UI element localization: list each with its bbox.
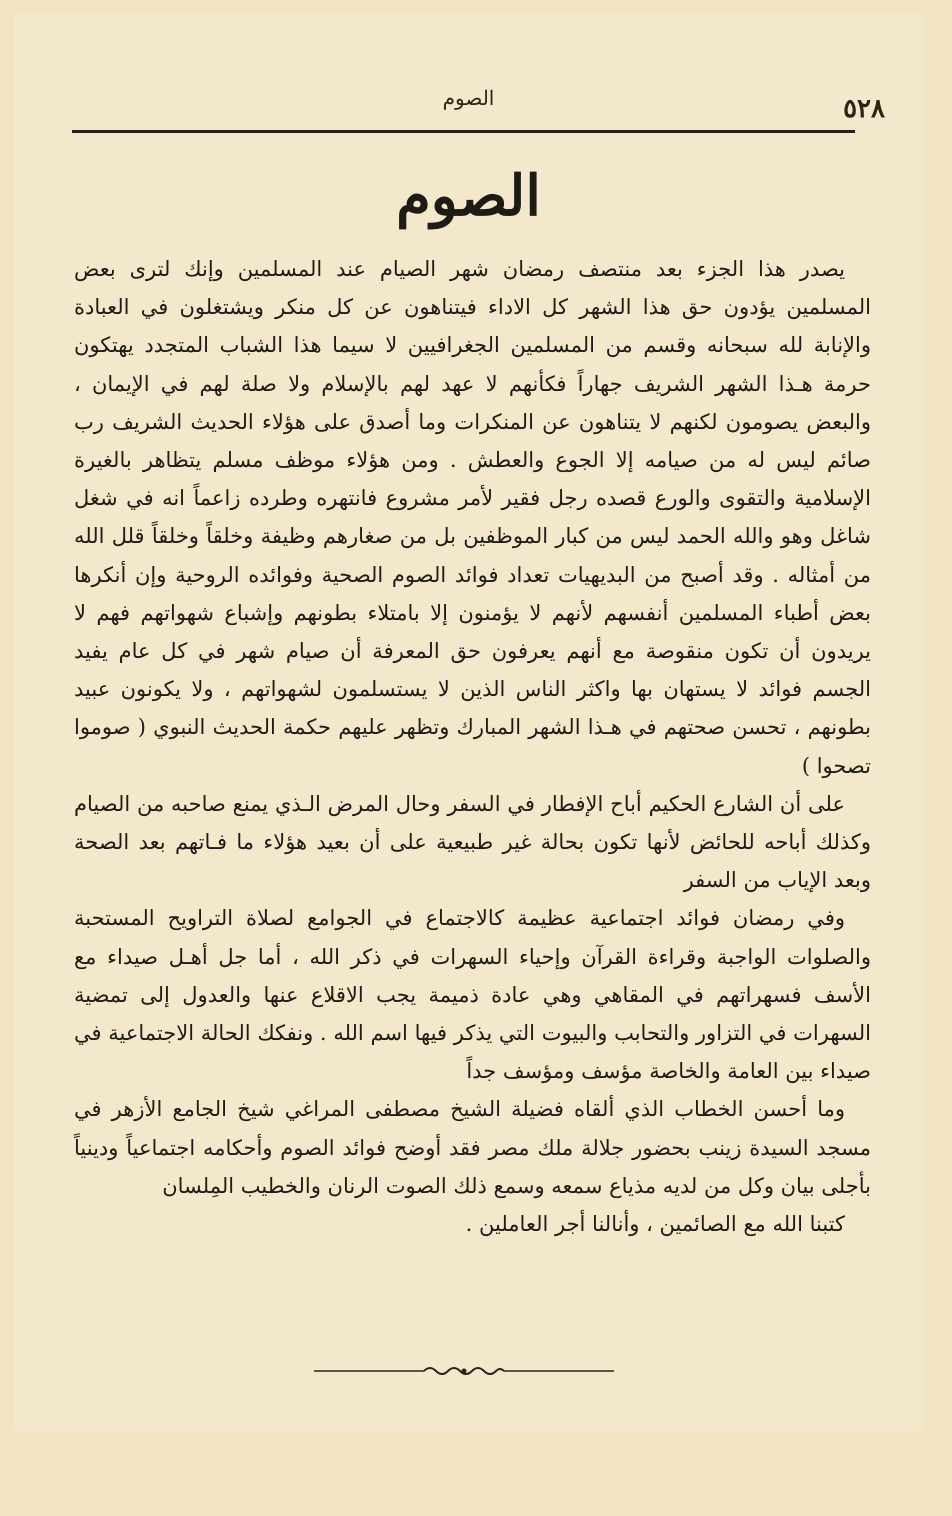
book-page <box>14 14 923 1432</box>
article-body <box>74 250 871 1243</box>
paragraph: وفي رمضان فوائد اجتماعية عظيمة كالاجتماع في الجوامع لصلاة التراويح المستحبة والصلوات الواجبة وقراءة القرآن وإحياء السهرات في ذكر الله ، أما جل أهـل صيداء مع الأسف فسهراتهم في المقاهي وهي عادة ذميمة يجب الاقلاع عنها والعدول إلى تمضية السهرات في التزاور والتحابب والبيوت التي يذكر فيها اسم الله . ونفكك الحالة الاجتماعية في صيداء بين العامة والخاصة مؤسف ومؤسف جداً <box>74 906 871 1084</box>
running-header <box>42 84 895 124</box>
header-rule <box>72 130 855 133</box>
paragraph: على أن الشارع الحكيم أباح الإفطار في السفر وحال المرض الـذي يمنع صاحبه من الصيام وكذلك أباحه للحائض لأنها تكون بحالة غير طبيعية على أن بعيد هؤلاء ما فـاتهم بعد الصحة وبعد الإياب من السفر <box>74 791 871 893</box>
paragraph: كتبنا الله مع الصائمين ، وأنالنا أجر العاملين . <box>465 1212 845 1237</box>
running-title: الصوم <box>442 86 495 110</box>
paragraph: وما أحسن الخطاب الذي ألقاه فضيلة الشيخ مصطفى المراغي شيخ الجامع الأزهر في مسجد السيدة زينب بحضور جلالة ملك مصر فقد أوضح فوائد الصوم وأحكامه اجتماعياً ودينياً بأجلى بيان وكل من لديه مذياع سمعه وسمع ذلك الصوت الرنان والخطيب المِلسان <box>74 1097 871 1198</box>
chapter-title: الصوم <box>396 163 541 229</box>
page-number: ٥٢٨ <box>843 94 885 124</box>
end-ornament <box>314 1364 614 1378</box>
paragraph: يصدر هذا الجزء بعد منتصف رمضان شهر الصيام عند المسلمين وإنك لترى بعض المسلمين يؤدون حق هذا الشهر كل الاداء فيتناهون عن كل منكر ويشتغلون في العبادة والإنابة لله سبحانه وقسم من المسلمين الجغرافيين لا سيما هذا الشباب المتجدد يهتكون حرمة هـذا الشهر الشريف جهاراً فكأنهم لا عهد لهم بالإسلام ولا صلة لهم في الإيمان ، والبعض يصومون لكنهم لا يتناهون عن المنكرات وما أصدق على هؤلاء الحديث الشريف رب صائم ليس له من صيامه إلا الجوع والعطش . ومن هؤلاء موظف مسلم يتظاهر بالغيرة الإسلامية والتقوى والورع قصده رجل فقير لأمر مشروع فانتهره وطرده زاعماً انه في شغل شاغل وهو والله الحمد ليس من كبار الموظفين بل من صغارهم وظيفة وخلقاً وخلقاً قلل الله من أمثاله . وقد أصبح من البديهيات تعداد فوائد الصوم الصحية وفوائده الروحية وإن أنكرها بعض أطباء المسلمين أنفسهم لأنهم لا يؤمنون إلا بامتلاء بطونهم وإشباع شهواتهم فهم لا يريدون أن تكون منقوصة مع أنهم يعرفون حق المعرفة أن صيام شهر في كل عام يفيد الجسم فوائد لا يستهان بها واكثر الناس الذين لا يستسلمون لشهواتهم ، ولا يكونون عبيد بطونهم ، تحسن صحتهم في هـذا الشهر المبارك وتظهر عليهم حكمة الحديث النبوي ( صوموا تصحوا ) <box>74 257 872 778</box>
